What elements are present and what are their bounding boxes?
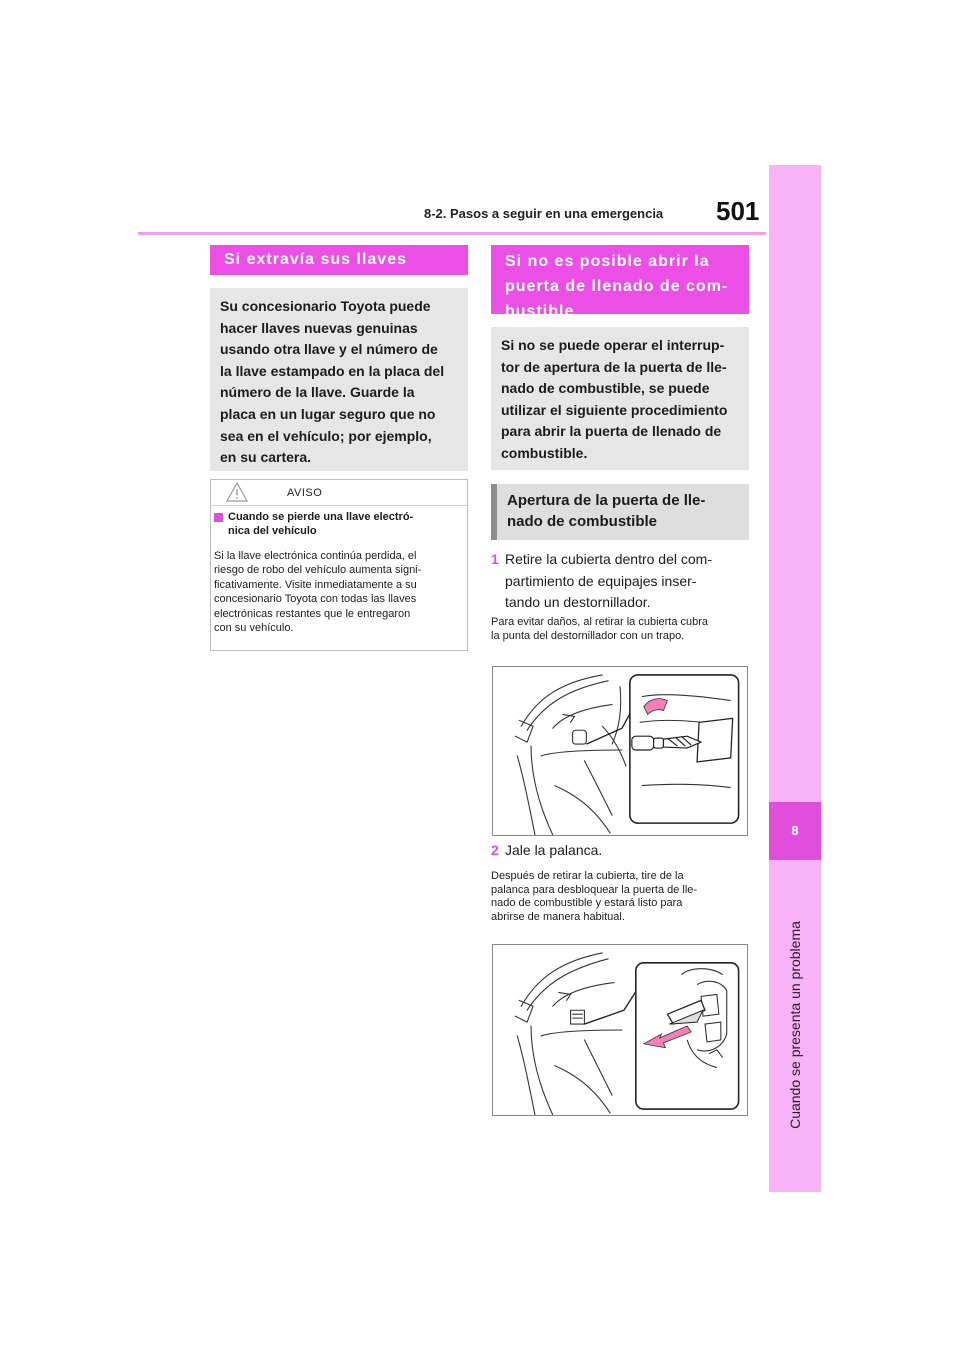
note-line: Después de retirar la cubierta, tire de la (491, 870, 684, 882)
note-line: Para evitar daños, al retirar la cubierta cubra (491, 616, 709, 628)
info-line: Si no se puede operar el interrup- (501, 337, 725, 353)
step-2-note (491, 870, 753, 924)
note-line: nado de combustible y estará listo para (491, 897, 683, 909)
step-line: Retire la cubierta dentro del com- (505, 551, 712, 567)
info-line: sea en el vehículo; por ejemplo, (220, 427, 432, 444)
step-2 (491, 840, 753, 862)
step-line: Jale la palanca. (505, 842, 603, 858)
caution-line: riesgo de robo del vehículo aumenta signi- (214, 564, 422, 577)
note-line: abrirse de manera habitual. (491, 910, 625, 923)
illustration-remove-cover (492, 666, 748, 836)
caution-divider (211, 505, 467, 506)
section-heading-line: puerta de llenado de com- (505, 278, 729, 295)
section-heading-fuel-door (491, 245, 749, 320)
step-1 (491, 549, 753, 614)
step-line: partimiento de equipajes inser- (505, 572, 697, 589)
caution-line: con su vehículo. (214, 622, 294, 635)
info-line: usando otra llave y el número de (220, 341, 438, 358)
caution-body (214, 549, 464, 635)
info-line: placa en un lugar seguro que no (220, 405, 436, 422)
info-line: nado de combustible, se puede (501, 380, 710, 397)
subsection-heading (491, 484, 749, 540)
note-line: la punta del destornillador con un trapo. (491, 629, 685, 642)
info-line: la llave estampado en la placa del (220, 362, 445, 379)
caution-label: AVISO (287, 487, 323, 499)
info-line: tor de apertura de la puerta de lle- (501, 358, 727, 375)
section-heading-lost-keys (210, 245, 468, 275)
caution-line: Si la llave electrónica continúa perdida, el (214, 550, 417, 562)
header-divider (138, 232, 766, 235)
subsection-heading-line: Apertura de la puerta de lle- (507, 492, 706, 509)
step-line: tando un destornillador. (505, 594, 651, 611)
info-line: combustible. (501, 444, 588, 461)
info-line: número de la llave. Guarde la (220, 384, 415, 401)
caution-line: concesionario Toyota con todas las llaves (214, 593, 417, 606)
fuel-door-info-box (491, 327, 749, 470)
note-line: palanca para desbloquear la puerta de lle- (491, 883, 698, 896)
page-number: 501 (716, 196, 760, 226)
warning-triangle-icon (226, 482, 248, 502)
info-line: hacer llaves nuevas genuinas (220, 319, 418, 336)
step-number: 2 (491, 842, 499, 858)
lost-keys-info-box (210, 288, 468, 471)
cargo-area-lever-illustration (493, 945, 747, 1115)
cargo-area-screwdriver-illustration (493, 667, 747, 835)
step-1-note (491, 616, 753, 643)
caution-line: electrónicas restantes que le entregaron (214, 607, 411, 620)
caution-heading-line: nica del vehículo (228, 525, 317, 537)
info-line: en su cartera. (220, 449, 312, 466)
step-number: 1 (491, 551, 499, 567)
caution-heading (228, 510, 460, 538)
illustration-pull-lever (492, 944, 748, 1116)
info-line: Su concesionario Toyota puede (220, 298, 431, 314)
caution-line: ficativamente. Visite inmediatamente a su (214, 578, 417, 591)
section-heading-text: Si extravía sus llaves (224, 251, 407, 268)
info-line: utilizar el siguiente procedimiento (501, 401, 728, 418)
info-line: para abrir la puerta de llenado de (501, 423, 722, 440)
square-bullet-icon (214, 513, 223, 522)
subsection-heading-line: nado de combustible (507, 513, 658, 530)
caution-heading-line: Cuando se pierde una llave electró- (228, 511, 414, 523)
section-heading-line: bustible (505, 303, 575, 320)
chapter-label: Cuando se presenta un problema (787, 921, 803, 1129)
section-title: 8-2. Pasos a seguir en una emergencia (424, 206, 664, 221)
section-heading-line: Si no es posible abrir la (505, 253, 710, 270)
chapter-number-tab: 8 (769, 802, 821, 860)
